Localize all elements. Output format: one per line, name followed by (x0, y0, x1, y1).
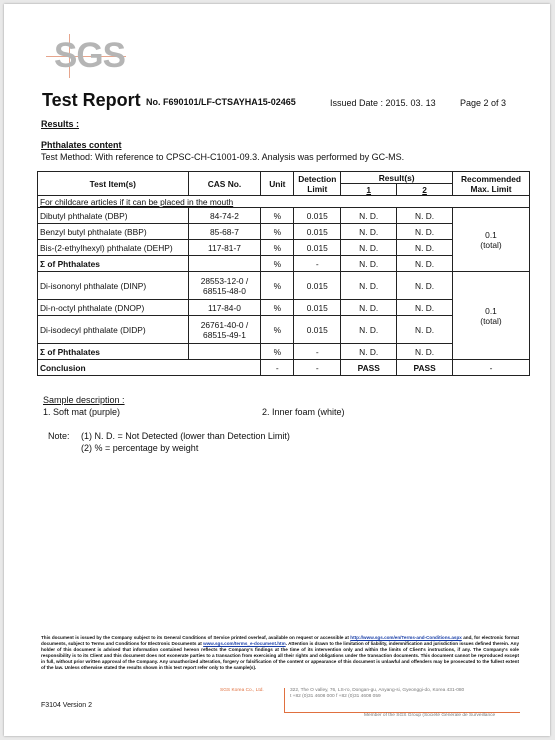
note-2: (2) % = percentage by weight (81, 443, 199, 453)
unit-cell: % (261, 344, 294, 360)
cas-line2: 68515-49-1 (203, 329, 246, 340)
logo-text: SGS (54, 36, 125, 75)
limit-cell: 0.015 (294, 272, 341, 300)
result2-cell: N. D. (397, 344, 453, 360)
conclusion-row (38, 360, 530, 376)
cas-cell: 117-84-0 (188, 300, 261, 316)
form-version: F3104 Version 2 (41, 702, 92, 709)
result2-cell: N. D. (397, 224, 453, 240)
table-row (38, 208, 530, 224)
disclaimer-part3: . Attention is drawn to the limitation of liability, indemnification and jurisdiction issues defined therein. Any holder of this document is advised that information contained hereon reflects the Company's findings at the time of its intervention only and within the limits of Client's instructions, if any. The Company's sole responsibility is to its Client and this document does not exonerate parties to a transaction from exercising all their rights and obligations under the transaction documents. This document cannot be reproduced except in full, without prior written approval of the Company. Any unauthorized alteration, forgery or falsification of the content or appearance of this document is unlawful and offenders may be prosecuted to the fullest extent of the law. Unless otherwise stated the results shown in this test report refer only to the sample(s). (41, 641, 520, 670)
max-limit-value: 0.1 (485, 229, 497, 240)
header-result-2: 2 (397, 184, 453, 196)
address-line2: t +82 (0)31 4608 000 f +82 (0)31 4608 059 (290, 694, 381, 699)
item-cell: Bis-(2-ethylhexyl) phthalate (DEHP) (38, 240, 189, 256)
result1-cell: N. D. (341, 240, 397, 256)
unit-cell: % (261, 316, 294, 344)
unit-cell: % (261, 256, 294, 272)
max-limit-value: 0.1 (485, 305, 497, 316)
report-number: No. F690101/LF-CTSAYHA15-02465 (146, 97, 296, 107)
cas-cell (188, 344, 261, 360)
unit-cell: % (261, 300, 294, 316)
header-max-line2: Max. Limit (470, 183, 512, 194)
sum-label: Σ of Phthalates (38, 256, 189, 272)
limit-cell: 0.015 (294, 208, 341, 224)
result1-cell: PASS (341, 360, 397, 376)
page-number: Page 2 of 3 (460, 98, 507, 108)
result1-cell: N. D. (341, 208, 397, 224)
item-cell: Di-isononyl phthalate (DINP) (38, 272, 189, 300)
result1-cell: N. D. (341, 316, 397, 344)
result2-cell: N. D. (397, 272, 453, 300)
result1-cell: N. D. (341, 272, 397, 300)
note-1: (1) N. D. = Not Detected (lower than Detection Limit) (81, 431, 290, 441)
header-detection-limit (294, 172, 341, 196)
result1-cell: N. D. (341, 300, 397, 316)
unit-cell: - (261, 360, 294, 376)
result2-cell: N. D. (397, 240, 453, 256)
header-max-line1: Recommended (460, 173, 522, 184)
result1-cell: N. D. (341, 224, 397, 240)
report-title: Test Report (42, 90, 141, 110)
result1-cell: N. D. (341, 256, 397, 272)
e-document-link[interactable]: www.sgs.com/terms_e-document.htm (203, 641, 286, 646)
footer-divider (284, 688, 285, 712)
address-line1: 322, The O valley, 76, LS-ro, Dongan-gu, Anyang-si, Gyeonggi-do, Korea 431-080 (290, 688, 465, 693)
result2-cell: PASS (397, 360, 453, 376)
limit-cell: - (294, 360, 341, 376)
section-title: Phthalates content (41, 140, 122, 150)
cas-line1: 26761-40-0 / (200, 319, 249, 330)
cas-cell (188, 316, 261, 344)
member-text: Member of the SGS Group (Société Générale de Surveillance (364, 713, 496, 718)
header-detection-line1: Detection (298, 173, 337, 184)
report-page (4, 4, 550, 736)
header-test-items: Test Item(s) (38, 172, 189, 196)
legal-disclaimer (41, 635, 519, 671)
item-cell: Di-isodecyl phthalate (DIDP) (38, 316, 189, 344)
limit-cell: 0.015 (294, 240, 341, 256)
disclaimer-part1: This document is issued by the Company subject to its General Conditions of Service printed overleaf, available on request or accessible at (41, 635, 349, 640)
sgs-logo (54, 34, 126, 76)
note-label: Note: (48, 431, 70, 441)
company-address (290, 688, 464, 700)
limit-cell: 0.015 (294, 300, 341, 316)
max-limit-note: (total) (480, 315, 502, 326)
max-limit-cell: - (453, 360, 530, 376)
results-table (37, 171, 530, 376)
company-name: SGS Korea Co., Ltd. (220, 688, 264, 693)
unit-cell: % (261, 224, 294, 240)
result2-cell: N. D. (397, 208, 453, 224)
max-limit-cell-1 (453, 208, 530, 272)
max-limit-note: (total) (480, 239, 502, 250)
sample-description-heading: Sample description : (43, 395, 125, 405)
sample-1: 1. Soft mat (purple) (43, 407, 121, 417)
limit-cell: 0.015 (294, 316, 341, 344)
result2-cell: N. D. (397, 256, 453, 272)
test-method: Test Method: With reference to CPSC-CH-C1001-09.3. Analysis was performed by GC-MS. (41, 152, 405, 162)
result2-cell: N. D. (397, 300, 453, 316)
disclaimer-part2: and, for electronic format documents, subject to Terms and Conditions for Electronic Documents at (41, 635, 520, 646)
max-limit-cell-2 (453, 272, 530, 360)
table-row (38, 272, 530, 300)
sample-2: 2. Inner foam (white) (262, 407, 345, 417)
scope-row: For childcare articles if it can be placed in the mouth (38, 196, 530, 208)
limit-cell: - (294, 344, 341, 360)
header-cas-no: CAS No. (188, 172, 261, 196)
cas-line2: 68515-48-0 (203, 285, 246, 296)
cas-cell: 84-74-2 (188, 208, 261, 224)
limit-cell: 0.015 (294, 224, 341, 240)
item-cell: Benzyl butyl phthalate (BBP) (38, 224, 189, 240)
header-unit: Unit (261, 172, 294, 196)
terms-link[interactable]: http://www.sgs.com/en/Terms-and-Conditions.aspx (350, 635, 462, 640)
result2-cell: N. D. (397, 316, 453, 344)
unit-cell: % (261, 272, 294, 300)
cas-cell (188, 256, 261, 272)
cas-cell (188, 272, 261, 300)
result1-cell: N. D. (341, 344, 397, 360)
issued-date: Issued Date : 2015. 03. 13 (330, 98, 436, 108)
unit-cell: % (261, 240, 294, 256)
unit-cell: % (261, 208, 294, 224)
conclusion-label: Conclusion (38, 360, 261, 376)
results-heading: Results : (41, 119, 80, 129)
limit-cell: - (294, 256, 341, 272)
cas-cell: 117-81-7 (188, 240, 261, 256)
header-max-limit (453, 172, 530, 196)
cas-cell: 85-68-7 (188, 224, 261, 240)
item-cell: Dibutyl phthalate (DBP) (38, 208, 189, 224)
header-results: Result(s) (341, 172, 453, 184)
header-detection-line2: Limit (307, 183, 328, 194)
cas-line1: 28553-12-0 / (200, 275, 249, 286)
item-cell: Di-n-octyl phthalate (DNOP) (38, 300, 189, 316)
sum-label: Σ of Phthalates (38, 344, 189, 360)
header-result-1: 1 (341, 184, 397, 196)
